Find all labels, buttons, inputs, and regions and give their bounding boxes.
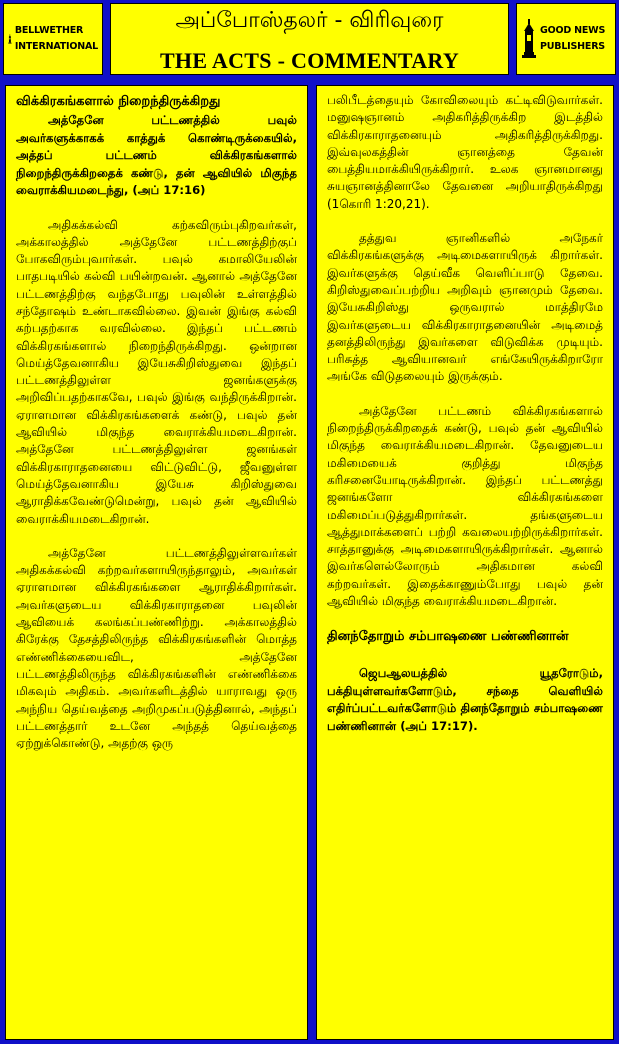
bellwether-logo-icon	[8, 19, 12, 59]
title-banner	[110, 3, 509, 75]
left-scripture-lead: அத்தேனே பட்டணத்தில் பவுல் அவர்களுக்காகக் காத்துக் கொண்டிருக்கையில், அத்தப் பட்டணம் விக்கிரகங்களால் நிறைந்திருக்கிறதைக் கண்டு, தன் ஆவியில் மிகுந்த வைராக்கியமடைந்து, (அப் 17:16)	[16, 113, 297, 197]
right-section-heading: தினந்தோறும் சம்பாஷணை பண்ணினான்	[327, 629, 569, 645]
logo-right-line1: GOOD NEWS	[540, 25, 606, 36]
bellwether-logo	[3, 3, 103, 75]
good-news-logo-icon	[521, 19, 537, 59]
left-section-heading: விக்கிரகங்களால் நிறைந்திருக்கிறது	[16, 94, 221, 109]
right-column	[316, 85, 614, 1040]
right-paragraph-1: பலிபீடத்தையும் கோவிலையும் கட்டிவிடுவார்கள். மனுஷஞானம் அதிகரித்திருக்கிற இடத்தில் விக்கிரகாராதனையும் அதிகரித்திருக்கிறது. இவ்வுலகத்தின் ஞானத்தை தேவன் பைத்தியமாக்கியிருக்கிறார். உலக ஞானமானது சுயஞானத்தினாலே தேவனை அறியாதிருக்கிறது (1கொரி 1:20,21).	[327, 93, 603, 211]
left-column	[5, 85, 308, 1040]
page-title-english: THE ACTS - COMMENTARY	[159, 48, 460, 73]
logo-left-line1: BELLWETHER	[14, 25, 84, 36]
logo-left-line2: INTERNATIONAL	[14, 41, 98, 52]
page-title-tamil: அப்போஸ்தலர் - விரிவுரை	[175, 8, 444, 33]
good-news-logo	[516, 3, 616, 75]
logo-right-line2: PUBLISHERS	[540, 41, 605, 52]
right-paragraph-3: அத்தேனே பட்டணம் விக்கிரகங்களால் நிறைந்திருக்கிறதைக் கண்டு, பவுல் தன் ஆவியில் மிகுந்த வைராக்கியமடைகிறான். தேவனுடைய மகிமையைக் குறித்து மிகுந்த கரிசனையோடிருக்கிறான். இந்தப் பட்டணத்து ஜனங்களோ விக்கிரகங்களை மகிமைப்படுத்துகிறார்கள். தங்களுடைய ஆத்துமாக்களைப் பற்றி கவலையற்றிருக்கிறார்கள். சாத்தானுக்கு அடிமைகளாயிருக்கிறார்கள். ஆனால் இவர்களெல்லோரும் அதிகமான கல்வி கற்றவர்கள். இதைக்காணும்போது பவுல் தன் ஆவியில் மிகுந்த வைராக்கியமடைகிறான்.	[327, 403, 603, 609]
right-paragraph-2: தத்துவ ஞானிகளில் அநேகர் விக்கிரகங்களுக்கு அடிமைகளாயிருக் கிறார்கள். இவர்களுக்கு தெய்வீக வெளிப்பாடு தேவை. கிறிஸ்துவைப்பற்றிய அறிவும் ஞானமும் தேவை. இயேசுகிறிஸ்து ஒருவரால் மாத்திரமே இவர்களுடைய விக்கிரகாராதனையின் அடிமைத் தனத்திலிருந்து இவர்களை விடுவிக்க முடியும். பரிசுத்த ஆவியானவர் எங்கேயிருக்கிறாரோ அங்கே விடுதலையும் இருக்கும்.	[327, 231, 603, 384]
left-paragraph-1: அதிகக்கல்வி கற்கவிரும்புகிறவர்கள், அக்காலத்தில் அத்தேனே பட்டணத்திற்குப் போகவிரும்புவார்கள். பவுல் கமாலியேலின் பாதபடியில் கல்வி பயின்றவன். ஆனால் அத்தேனே பட்டணத்திற்கு வந்தபோது பவுலின் உள்ளத்தில் சந்தோஷம் உண்டாகவில்லை. இவன் இங்கு கல்வி கற்பதற்காக வரவில்லை. இந்தப் பட்டணம் விக்கிரகங்களால் நிறைந்திருக்கிறது. ஒன்றான மெய்த்தேவனாகிய இயேசுகிறிஸ்துவை இந்தப் பட்டணத்திலுள்ள ஜனங்களுக்கு அறிவிப்பதற்காகவே, பவுல் இங்கு வந்திருக்கிறான். ஏராளமான விக்கிரகங்களைக் கண்டு, பவுல் தன் ஆவியில் மிகுந்த வைராக்கியமடைகிறான். அத்தேனே பட்டணத்திலுள்ள ஜனங்கள் விக்கிரகாராதனையை விட்டுவிட்டு, ஜீவனுள்ள மெய்த்தேவனாகிய இயேசு கிறிஸ்துவை ஆராதிக்கவேண்டுமென்று, பவுல் தன் ஆவியில் வைராக்கியமடைகிறான்.	[16, 217, 297, 526]
left-paragraph-2: அத்தேனே பட்டணத்திலுள்ளவர்கள் அதிகக்கல்வி கற்றவர்களாயிருந்தாலும், அவர்கள் ஏராளமான விக்கிரகங்களை ஆராதிக்கிறார்கள். அவர்களுடைய விக்கிரகாராதனை பவுலின் ஆவியைக் கலங்கப்பண்ணிற்று. அக்காலத்தில் கிரேக்கு தேசத்திலிருந்த விக்கிரகங்களின் மொத்த எண்ணிக்கையைவிட, அத்தேனே பட்டணத்திலிருந்த விக்கிரகங்களின் எண்ணிக்கை மிகவும் அதிகம். அவர்களிடத்தில் யாராவது ஒரு அந்நிய தெய்வத்தை அறிமுகப்படுத்தினால், அந்தப் பட்டணத்தார் உடனே அந்தத் தெய்வத்தை ஏற்றுக்கொண்டு, அதற்கு ஒரு	[16, 545, 297, 751]
right-scripture-lead: ஜெபஆலயத்தில் யூதரோடும், பக்தியுள்ளவர்களோடும், சந்தை வெளியில் எதிர்ப்பட்டவர்களோடும் தினந்தோறும் சம்பாஷணை பண்ணினான் (அப் 17:17).	[327, 666, 603, 733]
